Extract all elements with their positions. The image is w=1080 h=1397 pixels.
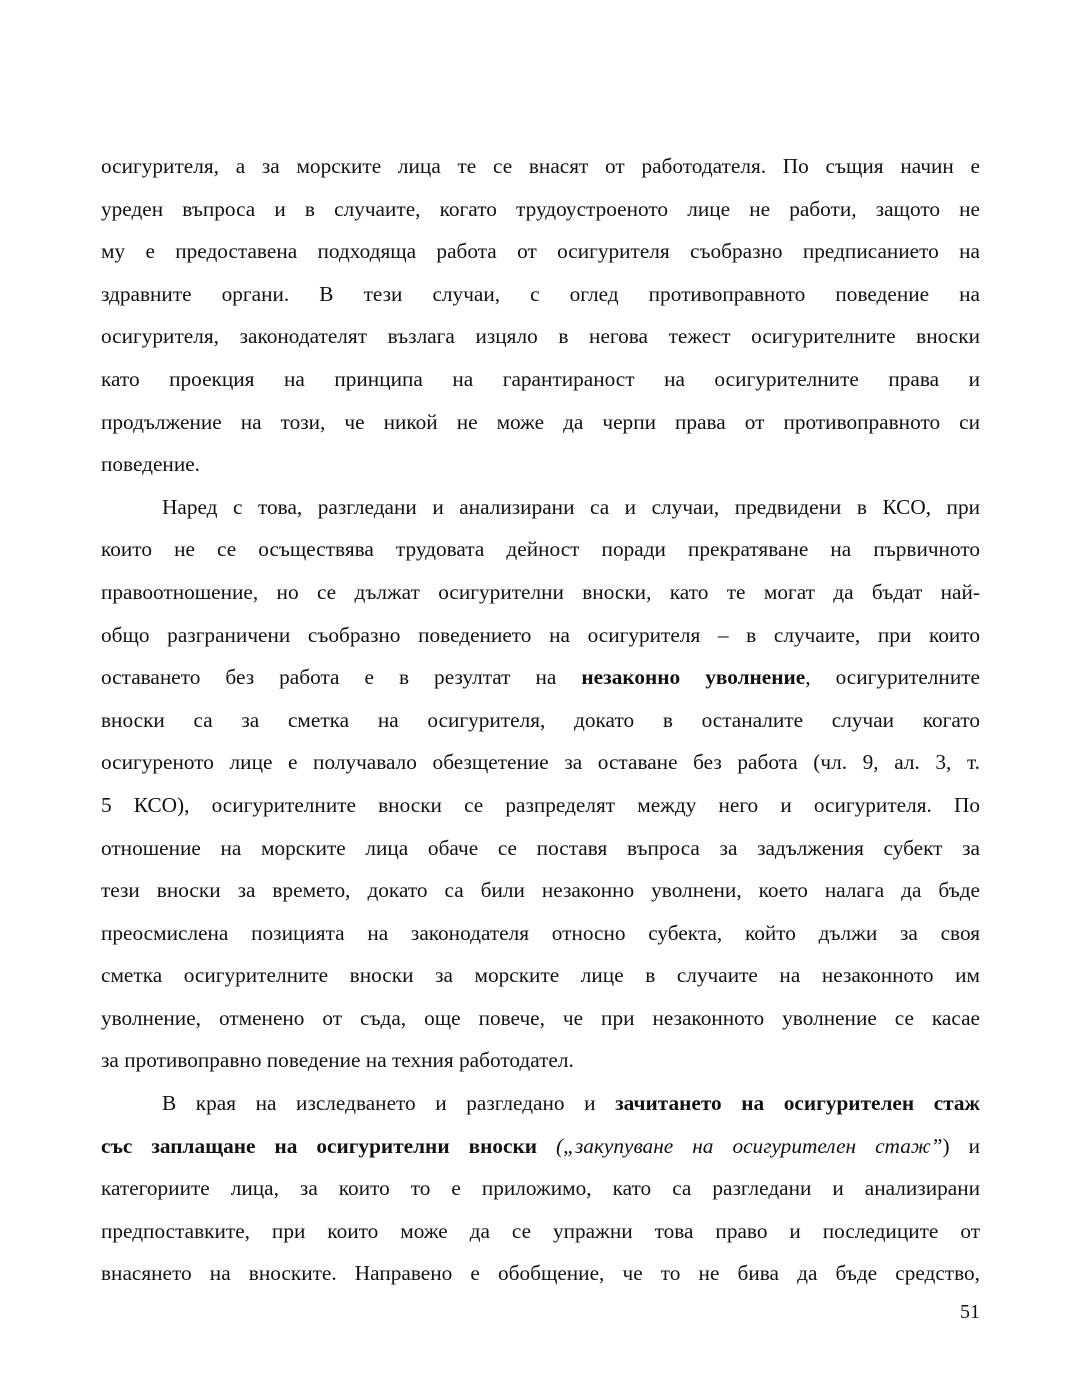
text-line: правоотношение, но се дължат осигурителни вноски, като те могат да бъдат най- bbox=[101, 579, 980, 604]
text-line: тези вноски за времето, докато са били незаконно уволнени, което налага да бъде bbox=[101, 878, 980, 903]
bold-phrase: зачитането на осигурителен стаж bbox=[615, 1091, 981, 1116]
paragraph bbox=[101, 1082, 980, 1295]
text-line: му е предоставена подходяща работа от осигурителя съобразно предписанието на bbox=[101, 239, 980, 264]
text-line: общо разграничени съобразно поведението на осигурителя – в случаите, при които bbox=[101, 622, 980, 647]
text-line: като проекция на принципа на гарантираност на осигурителните права и bbox=[101, 366, 980, 391]
text-line: преосмислена позицията на законодателя относно субекта, който дължи за своя bbox=[101, 920, 980, 945]
text-line: осигуреното лице е получавало обезщетение за оставане без работа (чл. 9, ал. 3, т. bbox=[101, 750, 980, 775]
text-line: внасянето на вноските. Направено е обобщение, че то не бива да бъде средство, bbox=[101, 1261, 980, 1286]
document-page bbox=[101, 145, 980, 1295]
text-line: предпоставките, при които може да се упражни това право и последиците от bbox=[101, 1218, 980, 1243]
text-line: Наред с това, разгледани и анализирани са и случаи, предвидени в КСО, при bbox=[162, 494, 980, 519]
text-line: продължение на този, че никой не може да черпи права от противоправното си bbox=[101, 409, 980, 434]
paragraph bbox=[101, 145, 980, 486]
text-line: сметка осигурителните вноски за морските лице в случаите на незаконното им bbox=[101, 963, 980, 988]
text-line: 5 КСО), осигурителните вноски се разпределят между него и осигурителя. По bbox=[101, 792, 980, 817]
text-line: отношение на морските лица обаче се поставя въпроса за задължения субект за bbox=[101, 835, 980, 860]
text-line: уреден въпроса и в случаите, когато трудоустроеното лице не работи, защото не bbox=[101, 196, 980, 221]
text-line: категориите лица, за които то е приложимо, като са разгледани и анализирани bbox=[101, 1176, 980, 1201]
page-number: 51 bbox=[960, 1301, 980, 1323]
bold-phrase: със заплащане на осигурителни вноски bbox=[101, 1133, 538, 1158]
text-line: В края на изследването и разгледано и зачитането на осигурителен стаж bbox=[162, 1091, 981, 1116]
bold-phrase: незаконно уволнение bbox=[581, 665, 806, 690]
text-line: осигурителя, законодателят възлага изцяло в негова тежест осигурителните вноски bbox=[101, 324, 980, 349]
text-line: уволнение, отменено от съда, още повече, че при незаконното уволнение се касае bbox=[101, 1005, 980, 1030]
text-line: вноски са за сметка на осигурителя, докато в останалите случаи когато bbox=[101, 707, 980, 732]
text-line: оставането без работа е в резултат на незаконно уволнение, осигурителните bbox=[101, 665, 980, 690]
text-line: които не се осъществява трудовата дейност поради прекратяване на първичното bbox=[101, 537, 980, 562]
text-line: за противоправно поведение на техния работодател. bbox=[101, 1048, 574, 1073]
text-line: осигурителя, а за морските лица те се внасят от работодателя. По същия начин е bbox=[101, 154, 980, 178]
text-line: със заплащане на осигурителни вноски („закупуване на осигурителен стаж”) и bbox=[101, 1133, 981, 1158]
text-line: здравните органи. В тези случаи, с оглед противоправното поведение на bbox=[101, 281, 980, 306]
text-line: поведение. bbox=[101, 452, 201, 477]
paragraph bbox=[101, 486, 980, 1082]
italic-phrase: („закупуване на осигурителен стаж” bbox=[556, 1133, 943, 1158]
